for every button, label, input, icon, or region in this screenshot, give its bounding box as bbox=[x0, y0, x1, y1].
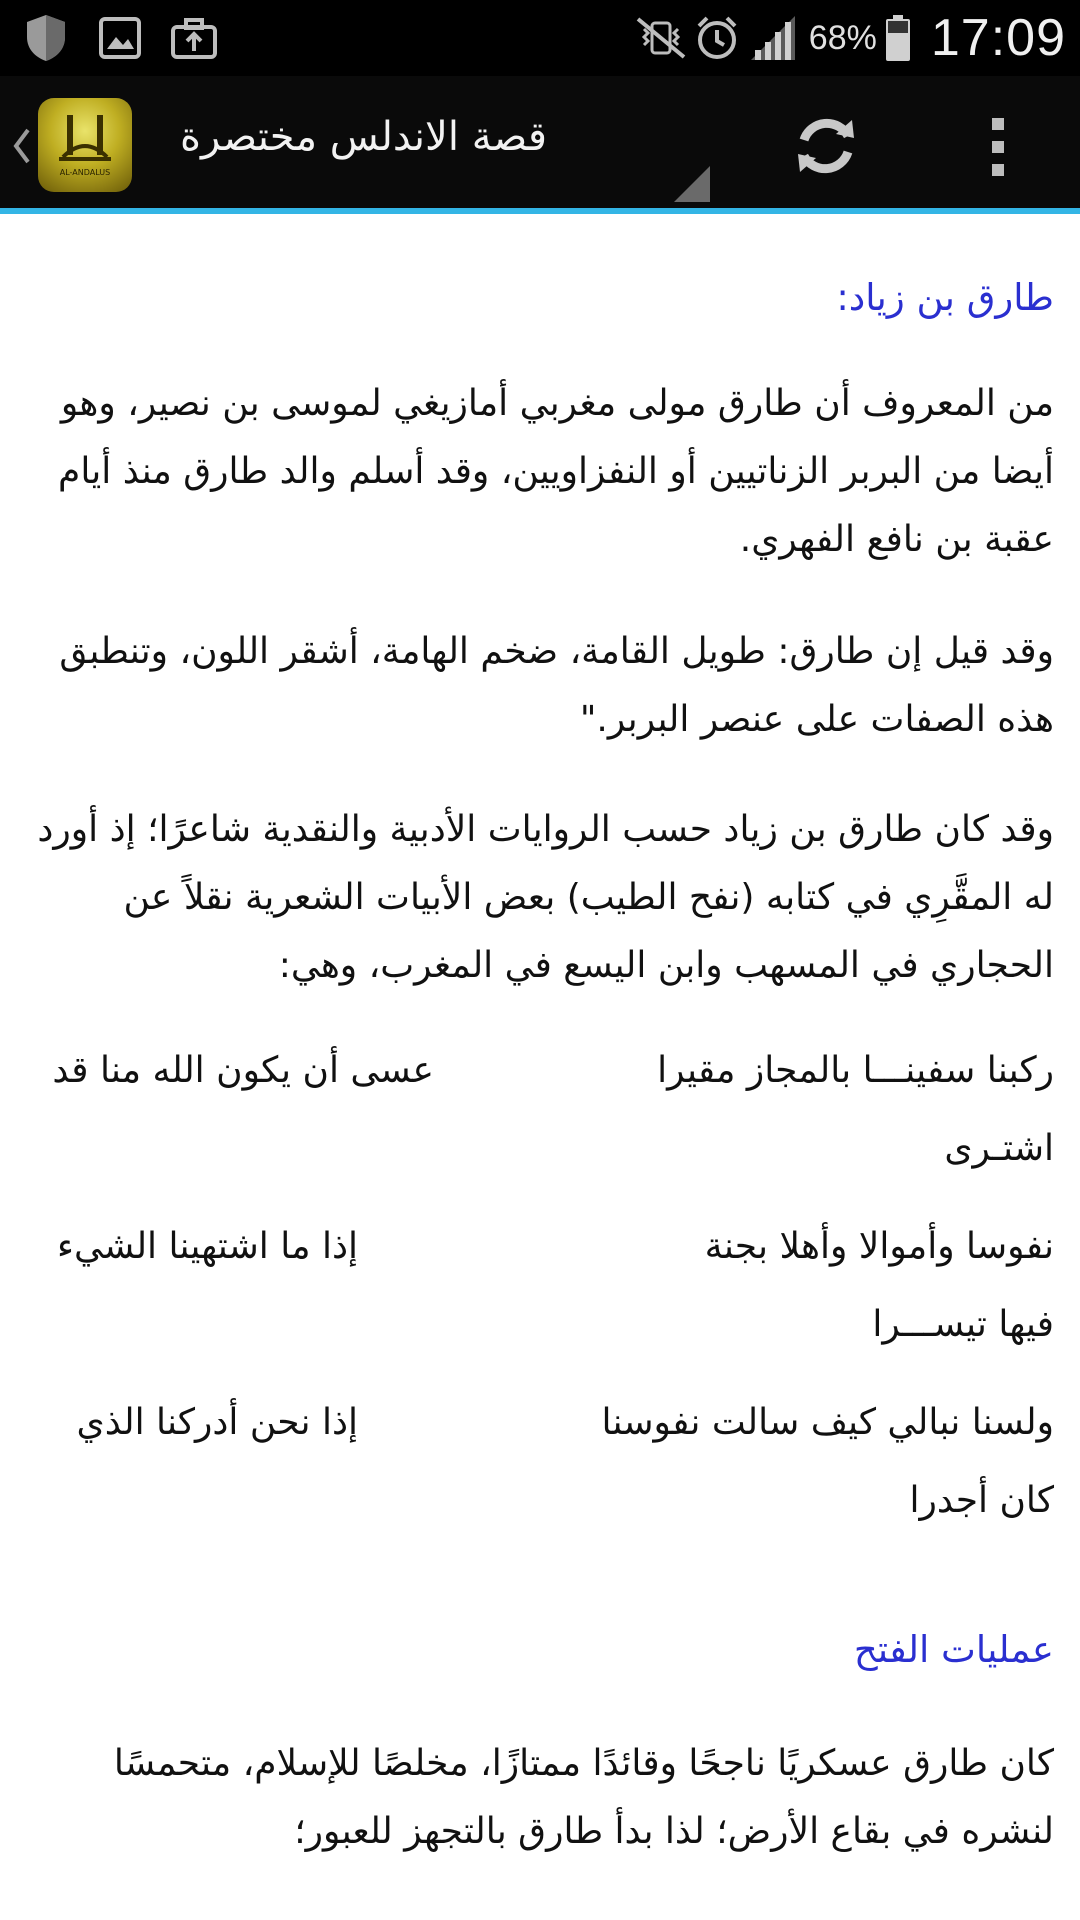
poem-verse bbox=[26, 1208, 1054, 1345]
paragraph: من المعروف أن طارق مولى مغربي أمازيغي لموسى بن نصير، وهو أيضا من البربر الزناتيين أو النفزاويين، وقد أسلم والد طارق منذ أيام عقبة بن نافع الفهري. bbox=[58, 383, 1054, 560]
verse-wrap: كان أجدرا bbox=[909, 1480, 1054, 1521]
clock: 17:09 bbox=[930, 9, 1066, 67]
signal-icon bbox=[745, 12, 801, 64]
refresh-icon[interactable] bbox=[786, 106, 866, 186]
app-logo[interactable] bbox=[38, 98, 132, 192]
mute-vibrate-icon bbox=[633, 12, 689, 64]
paragraph: كان طارق عسكريًا ناجحًا وقائدًا ممتازًا، مخلصًا للإسلام، متحمسًا لنشره في بقاع الأرض؛ لذا بدأ طارق بالتجهز للعبور؛ bbox=[113, 1743, 1054, 1852]
poem-verse bbox=[26, 1384, 1054, 1521]
battery-percent: 68% bbox=[808, 18, 877, 57]
verse-first-hemistich: نفوسا وأموالا وأهلا بجنة bbox=[704, 1226, 1054, 1267]
section-heading-conquest: عمليات الفتح bbox=[853, 1628, 1054, 1671]
article-content[interactable] bbox=[0, 220, 1080, 1920]
shield-icon bbox=[22, 12, 70, 64]
up-caret-icon[interactable] bbox=[10, 122, 34, 170]
section-heading-tariq: طارق بن زياد: bbox=[836, 276, 1054, 319]
alarm-icon bbox=[689, 12, 745, 64]
app-title: قصة الاندلس مختصرة bbox=[180, 114, 547, 160]
image-icon bbox=[96, 12, 144, 64]
overflow-menu-icon[interactable] bbox=[978, 112, 1018, 182]
verse-second-hemistich: إذا نحن أدركنا الذي bbox=[76, 1402, 358, 1443]
status-bar bbox=[0, 0, 1080, 76]
verse-wrap: اشتـرى bbox=[944, 1128, 1054, 1169]
verse-second-hemistich: إذا ما اشتهينا الشيء bbox=[57, 1226, 358, 1267]
paragraph: وقد كان طارق بن زياد حسب الروايات الأدبية والنقدية شاعرًا؛ إذ أورد له المقَّرِي في كتابه (نفح الطيب) بعض الأبيات الشعرية نقلاً عن الحجاري في المسهب وابن اليسع في المغرب، وهي: bbox=[37, 809, 1054, 986]
action-bar bbox=[0, 76, 1080, 214]
verse-first-hemistich: ركبنا سفينـــا بالمجاز مقيرا bbox=[657, 1050, 1054, 1091]
paragraph: وقد قيل إن طارق: طويل القامة، ضخم الهامة، أشقر اللون، وتنطبق هذه الصفات على عنصر البربر." bbox=[59, 631, 1054, 740]
spinner-indicator-icon[interactable] bbox=[672, 164, 712, 204]
verse-wrap: فيها تيســـرا bbox=[872, 1304, 1054, 1345]
verse-second-hemistich: عسى أن يكون الله منا قد bbox=[52, 1050, 434, 1091]
poem-verse bbox=[26, 1032, 1054, 1169]
logo-text: AL-ANDALUS bbox=[59, 168, 111, 177]
briefcase-upload-icon bbox=[170, 12, 218, 64]
battery-icon bbox=[883, 12, 913, 64]
verse-first-hemistich: ولسنا نبالي كيف سالت نفوسنا bbox=[601, 1402, 1054, 1443]
